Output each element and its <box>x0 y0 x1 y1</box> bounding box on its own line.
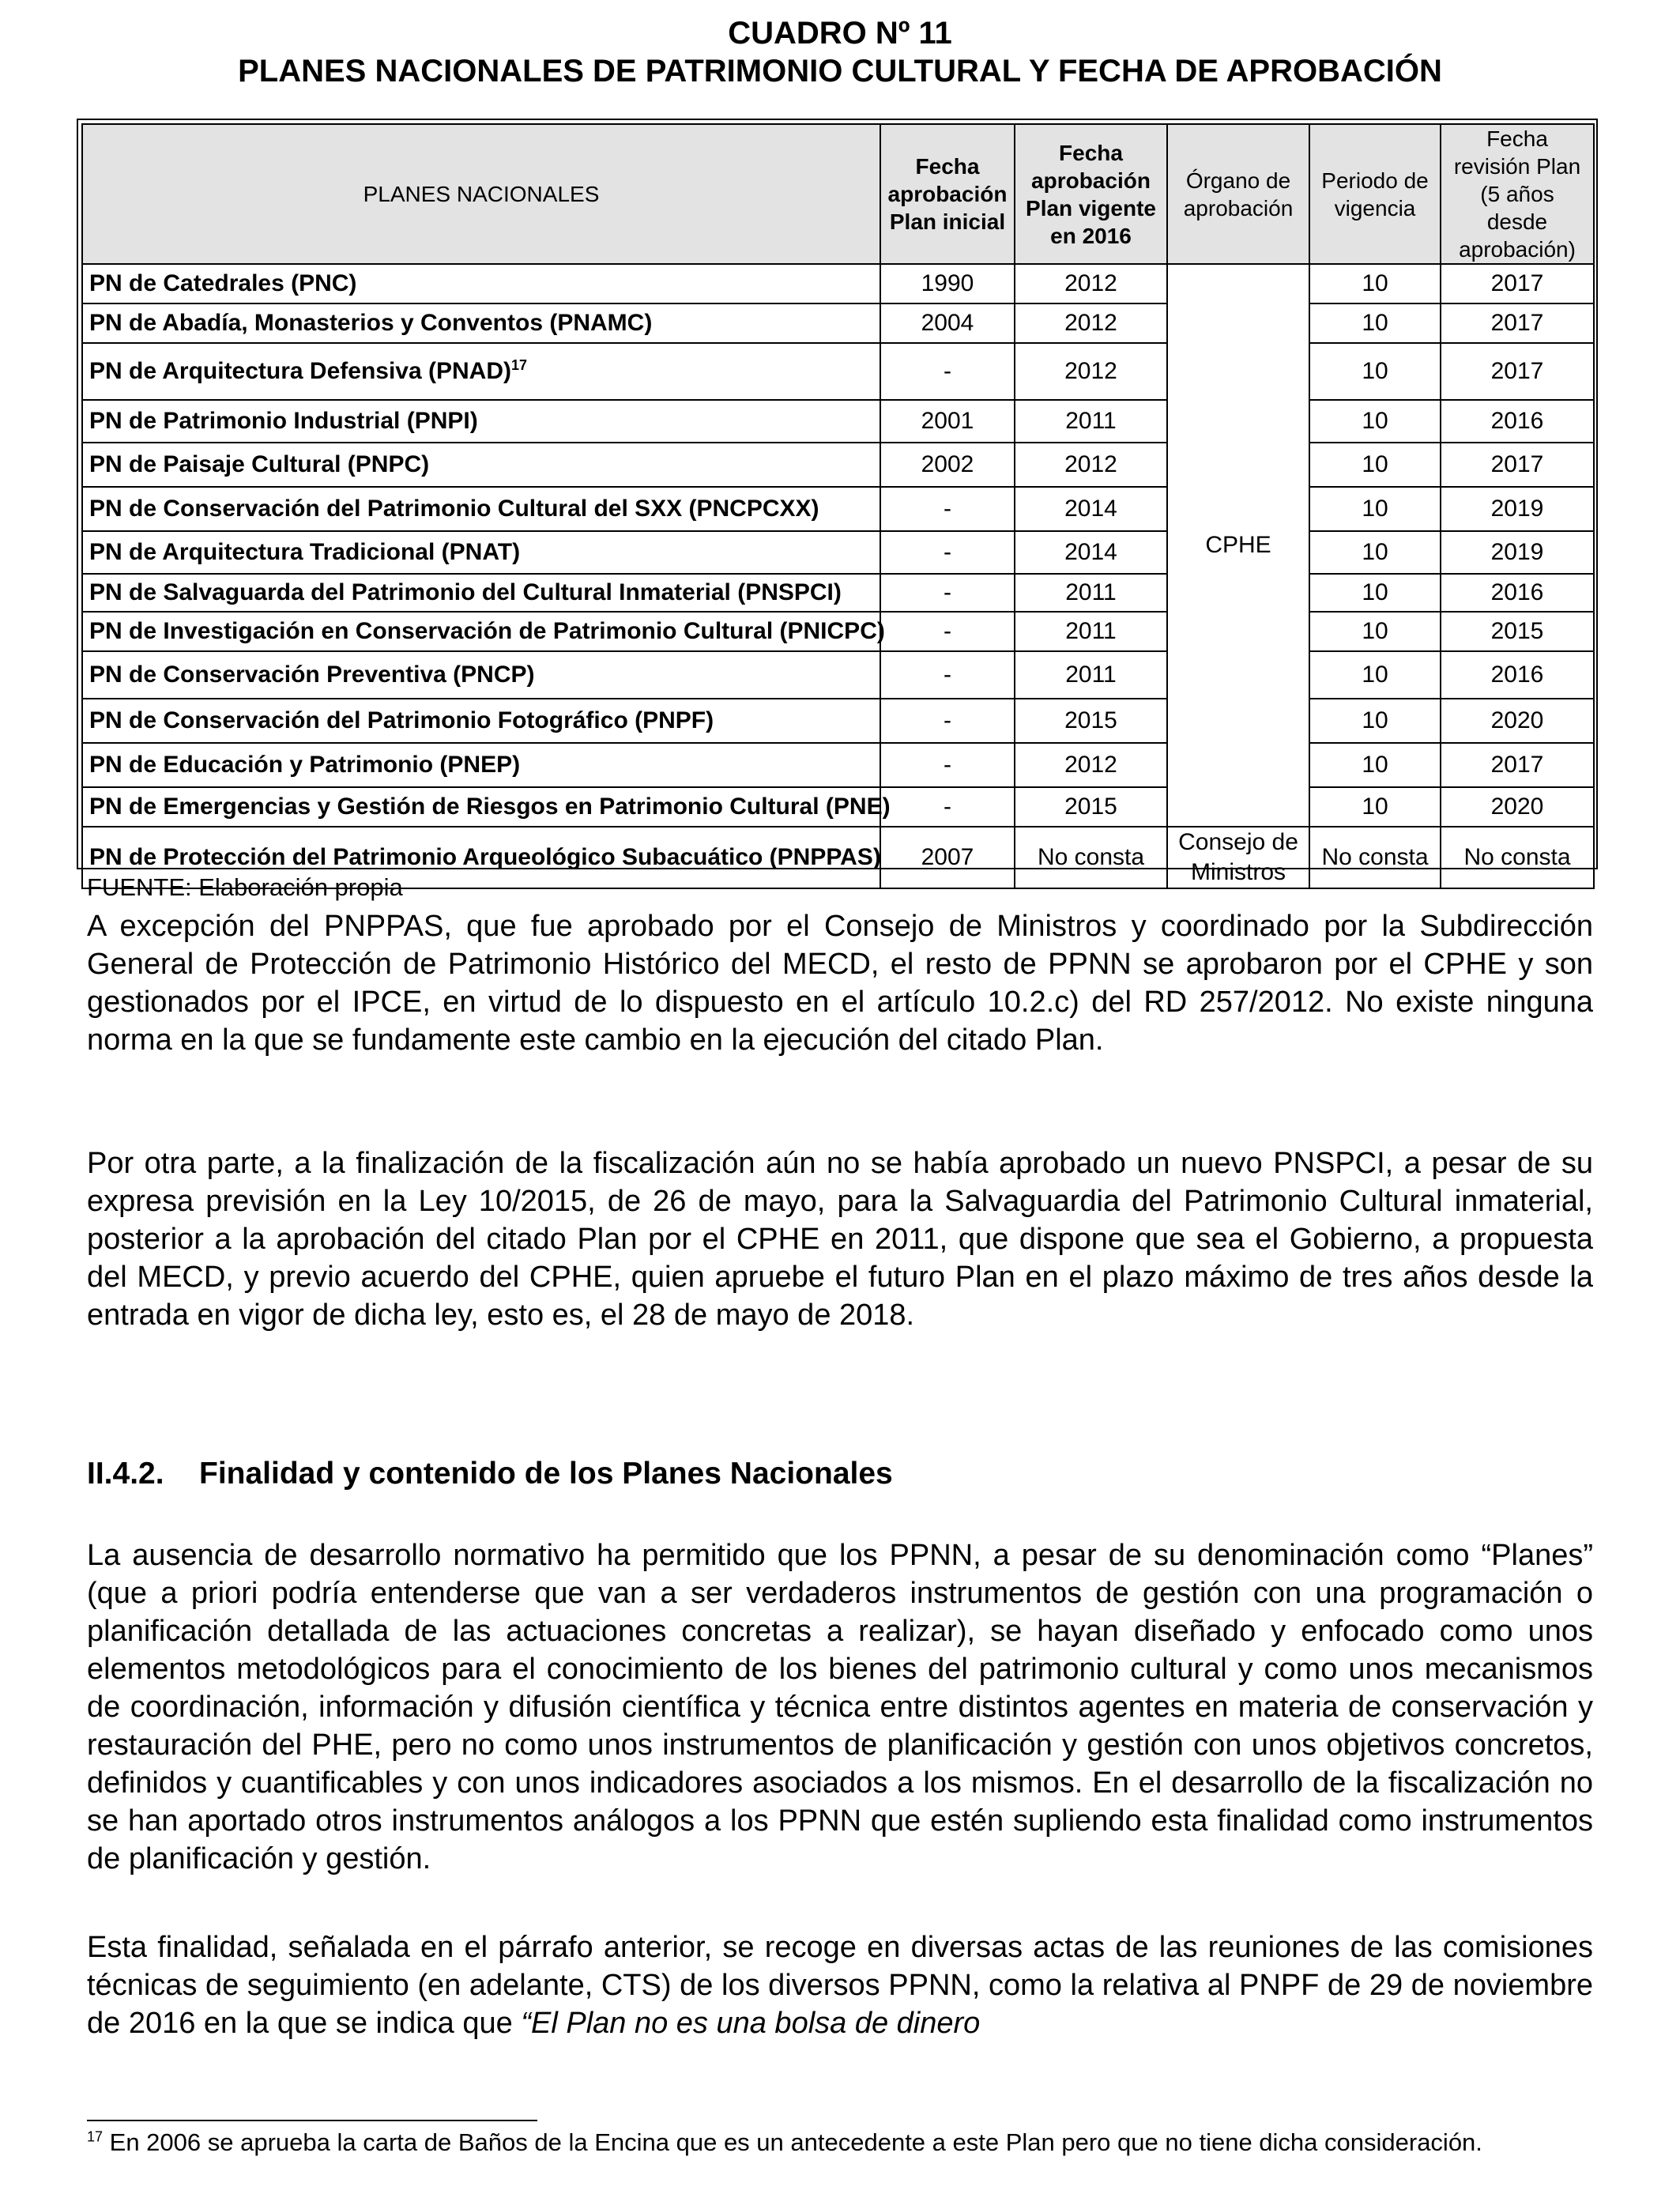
plan-name: PN de Arquitectura Defensiva (PNAD) <box>89 358 511 384</box>
current-date: 2012 <box>1015 343 1167 400</box>
period: 10 <box>1309 574 1441 612</box>
paragraph: A excepción del PNPPAS, que fue aprobado por el Consejo de Ministros y coordinado por la Subdirección General de Protección de Patrimonio Histórico del MECD, el resto de PPNN se aprobaron por el CPHE y son gestionados por el IPCE, en virtud de lo dispuesto en el artículo 10.2.c) del RD 257/2012. No existe ninguna norma en la que se fundamente este cambio en la ejecución del citado Plan. <box>87 910 1593 1057</box>
current-date: 2012 <box>1015 264 1167 303</box>
current-date: 2014 <box>1015 487 1167 531</box>
table-row <box>82 743 1594 787</box>
paragraph: La ausencia de desarrollo normativo ha permitido que los PPNN, a pesar de su denominación como “Planes” (que a priori podría entenderse que van a ser verdaderos instrumentos de gestión con una programación o planificación detallada de las actuaciones concretas a realizar), se hayan diseñado y enfocado como unos elementos metodológicos para el conocimiento de los bienes del patrimonio cultural y como unos mecanismos de coordinación, información y difusión científica y técnica entre distintos agentes en materia de conservación y restauración del PHE, pero no como unos instrumentos de planificación y gestión con unos objetivos concretos, definidos y cuantificables y con unos indicadores asociados a los mismos. En el desarrollo de la fiscalización no se han aportado otros instrumentos análogos a los PPNN que estén supliendo esta finalidad como instrumentos de planificación y gestión. <box>87 1539 1593 1875</box>
current-date: 2011 <box>1015 400 1167 443</box>
table-row <box>82 574 1594 612</box>
footnote-ref: 17 <box>511 357 528 373</box>
plan-name: PN de Conservación del Patrimonio Fotográfico (PNPF) <box>82 699 880 743</box>
initial-date: - <box>880 531 1015 574</box>
initial-date: - <box>880 612 1015 651</box>
table-row <box>82 612 1594 651</box>
revision-date: 2017 <box>1441 264 1594 303</box>
revision-date: 2016 <box>1441 651 1594 699</box>
revision-date: 2019 <box>1441 531 1594 574</box>
table-source: FUENTE: Elaboración propia <box>87 873 403 901</box>
current-date: 2012 <box>1015 443 1167 487</box>
table-row <box>82 531 1594 574</box>
initial-date: 2004 <box>880 303 1015 343</box>
table-row <box>82 487 1594 531</box>
revision-date: 2016 <box>1441 400 1594 443</box>
plan-name: PN de Protección del Patrimonio Arqueológico Subacuático (PNPPAS) <box>82 827 880 888</box>
table-row <box>82 400 1594 443</box>
table-caption-number: CUADRO Nº 11 <box>728 16 952 51</box>
initial-date: - <box>880 699 1015 743</box>
initial-date: - <box>880 743 1015 787</box>
table-row <box>82 651 1594 699</box>
current-date: 2014 <box>1015 531 1167 574</box>
initial-date: 1990 <box>880 264 1015 303</box>
table-row <box>82 699 1594 743</box>
initial-date: 2001 <box>880 400 1015 443</box>
period: 10 <box>1309 531 1441 574</box>
plan-name: PN de Paisaje Cultural (PNPC) <box>82 443 880 487</box>
revision-date: 2016 <box>1441 574 1594 612</box>
revision-date: 2017 <box>1441 743 1594 787</box>
current-date: 2012 <box>1015 743 1167 787</box>
period: 10 <box>1309 400 1441 443</box>
plan-name: PN de Abadía, Monasterios y Conventos (PNAMC) <box>82 303 880 343</box>
footnote-mark: 17 <box>87 2128 104 2145</box>
current-date: 2015 <box>1015 787 1167 827</box>
paragraph <box>87 1928 1593 2042</box>
plan-name: PN de Salvaguarda del Patrimonio del Cultural Inmaterial (PNSPCI) <box>82 574 880 612</box>
plan-name: PN de Conservación del Patrimonio Cultural del SXX (PNCPCXX) <box>82 487 880 531</box>
section-heading <box>87 1454 893 1494</box>
period: 10 <box>1309 303 1441 343</box>
revision-date: 2020 <box>1441 787 1594 827</box>
period: 10 <box>1309 612 1441 651</box>
current-date: 2011 <box>1015 651 1167 699</box>
header-revision: Fecha revisión Plan (5 años desde aprobación) <box>1441 124 1594 264</box>
plan-name: PN de Patrimonio Industrial (PNPI) <box>82 400 880 443</box>
revision-date: No consta <box>1441 827 1594 888</box>
period: No consta <box>1309 827 1441 888</box>
table-row <box>82 264 1594 303</box>
revision-date: 2020 <box>1441 699 1594 743</box>
plan-name-cell <box>82 343 880 400</box>
period: 10 <box>1309 443 1441 487</box>
table-row <box>82 343 1594 400</box>
initial-date: - <box>880 787 1015 827</box>
organ-cell: CPHE <box>1167 264 1309 827</box>
period: 10 <box>1309 743 1441 787</box>
revision-date: 2017 <box>1441 443 1594 487</box>
quoted-text: “El Plan no es una bolsa de dinero <box>521 2007 981 2040</box>
plan-name: PN de Emergencias y Gestión de Riesgos en Patrimonio Cultural (PNE) <box>82 787 880 827</box>
table-caption-title: PLANES NACIONALES DE PATRIMONIO CULTURAL Y FECHA DE APROBACIÓN <box>238 54 1442 89</box>
current-date: 2011 <box>1015 612 1167 651</box>
period: 10 <box>1309 651 1441 699</box>
revision-date: 2017 <box>1441 343 1594 400</box>
footnote-text: En 2006 se aprueba la carta de Baños de la Encina que es un antecedente a este Plan pero que no tiene dicha consideración. <box>109 2128 1482 2156</box>
header-current-date: Fecha aprobación Plan vigente en 2016 <box>1015 124 1167 264</box>
paragraph-text: Esta finalidad, señalada en el párrafo anterior, se recoge en diversas actas de las reuniones de las comisiones técnicas de seguimiento (en adelante, CTS) de los diversos PPNN, como la relativa al PNPF de 29 de noviembre de 2016 en la que se indica que <box>87 1931 1593 2040</box>
period: 10 <box>1309 787 1441 827</box>
plan-name: PN de Conservación Preventiva (PNCP) <box>82 651 880 699</box>
header-plan: PLANES NACIONALES <box>82 124 880 264</box>
organ-cell: Consejo de Ministros <box>1167 827 1309 888</box>
table-row <box>82 787 1594 827</box>
footnote-separator <box>87 2120 537 2121</box>
revision-date: 2019 <box>1441 487 1594 531</box>
initial-date: - <box>880 651 1015 699</box>
current-date: 2011 <box>1015 574 1167 612</box>
paragraph: Por otra parte, a la finalización de la fiscalización aún no se había aprobado un nuevo PNSPCI, a pesar de su expresa previsión en la Ley 10/2015, de 26 de mayo, para la Salvaguardia del Patrimonio Cultural inmaterial, posterior a la aprobación del citado Plan por el CPHE en 2011, que dispone que sea el Gobierno, a propuesta del MECD, y previo acuerdo del CPHE, quien apruebe el futuro Plan en el plazo máximo de tres años desde la entrada en vigor de dicha ley, esto es, el 28 de mayo de 2018. <box>87 1147 1593 1332</box>
plan-name: PN de Arquitectura Tradicional (PNAT) <box>82 531 880 574</box>
period: 10 <box>1309 487 1441 531</box>
initial-date: - <box>880 343 1015 400</box>
initial-date: 2007 <box>880 827 1015 888</box>
section-number: II.4.2. <box>87 1457 164 1491</box>
section-title: Finalidad y contenido de los Planes Nacionales <box>199 1457 893 1491</box>
revision-date: 2015 <box>1441 612 1594 651</box>
period: 10 <box>1309 699 1441 743</box>
table-row <box>82 443 1594 487</box>
header-organ: Órgano de aprobación <box>1167 124 1309 264</box>
plan-name: PN de Investigación en Conservación de Patrimonio Cultural (PNICPC) <box>82 612 880 651</box>
period: 10 <box>1309 343 1441 400</box>
initial-date: 2002 <box>880 443 1015 487</box>
current-date: No consta <box>1015 827 1167 888</box>
plan-name: PN de Educación y Patrimonio (PNEP) <box>82 743 880 787</box>
revision-date: 2017 <box>1441 303 1594 343</box>
header-initial-date: Fecha aprobación Plan inicial <box>880 124 1015 264</box>
header-period: Periodo de vigencia <box>1309 124 1441 264</box>
plan-name: PN de Catedrales (PNC) <box>82 264 880 303</box>
current-date: 2015 <box>1015 699 1167 743</box>
footnote <box>87 2128 1593 2158</box>
period: 10 <box>1309 264 1441 303</box>
table-row <box>82 303 1594 343</box>
initial-date: - <box>880 487 1015 531</box>
national-plans-table <box>81 123 1595 889</box>
initial-date: - <box>880 574 1015 612</box>
current-date: 2012 <box>1015 303 1167 343</box>
